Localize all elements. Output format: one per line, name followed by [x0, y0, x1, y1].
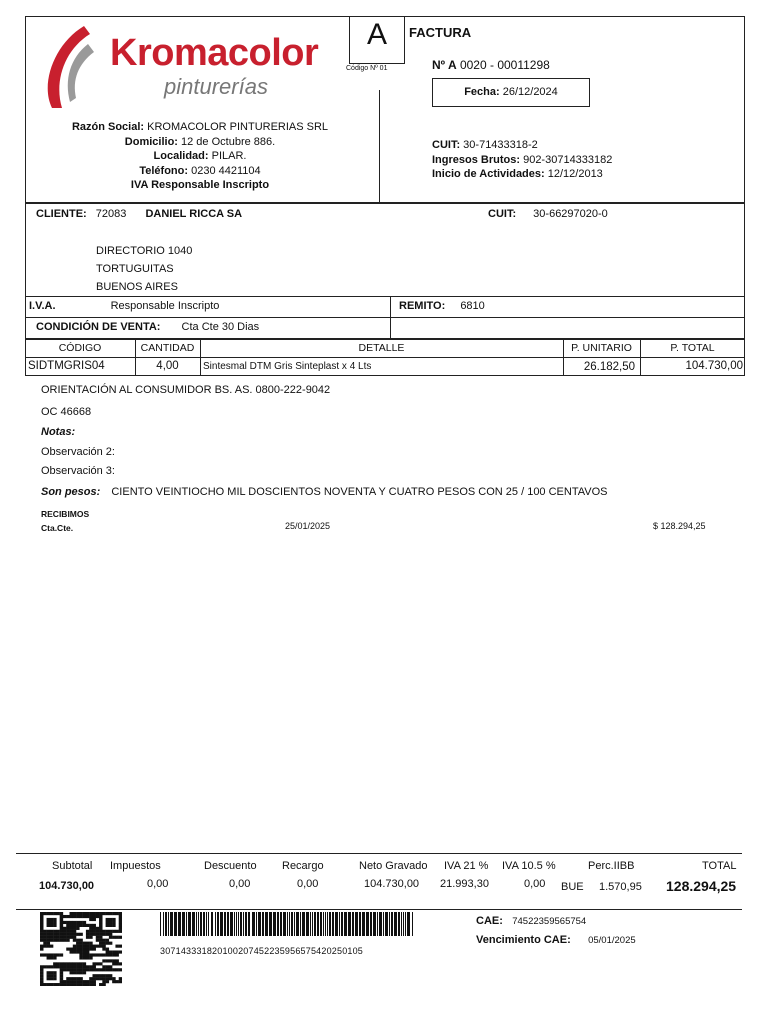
codigo-label: Código Nº 01 — [346, 65, 388, 72]
cliente-iva-label: I.V.A. — [29, 300, 56, 312]
logo-subtext: pinturerías — [164, 74, 268, 99]
obs2: Observación 2: — [41, 446, 115, 458]
row-unitario: 26.182,50 — [583, 361, 635, 373]
descuento-value: 0,00 — [229, 878, 251, 890]
ctacte: Cta.Cte. — [41, 523, 74, 533]
condicion-value: Cta Cte 30 Dias — [181, 321, 260, 333]
iibb-label: Ingresos Brutos: — [432, 153, 521, 166]
cliente-code: 72083 — [95, 208, 127, 220]
inicio-label: Inicio de Actividades: — [432, 168, 545, 180]
address-line-3: BUENOS AIRES — [96, 281, 178, 293]
row-cantidad: 4,00 — [156, 360, 179, 372]
logo-text: Kromacolor — [110, 32, 319, 74]
perc-label: Perc.IIBB — [588, 860, 635, 872]
iva105-value: 0,00 — [524, 878, 546, 890]
perc-value: 1.570,95 — [599, 881, 642, 893]
condicion-label: CONDICIÓN DE VENTA: — [36, 321, 161, 333]
orientacion: ORIENTACIÓN AL CONSUMIDOR BS. AS. 0800-222-9042 — [41, 384, 331, 396]
company-info — [40, 120, 360, 193]
th-detalle: DETALLE — [358, 342, 405, 354]
barcode-icon — [160, 912, 414, 936]
header-divider — [379, 90, 380, 203]
th-cantidad: CANTIDAD — [140, 342, 195, 354]
items-header-divider — [25, 357, 745, 358]
cliente-address — [96, 242, 192, 296]
oc-number: OC 46668 — [41, 406, 92, 418]
vencimiento-cae — [476, 932, 636, 946]
company-cuit-label: CUIT: — [432, 139, 461, 151]
subtotal-value: 104.730,00 — [39, 880, 95, 892]
recibimos: RECIBIMOS — [41, 509, 90, 519]
cliente-cuit-value: 30-66297020-0 — [533, 208, 608, 220]
total-value: 128.294,25 — [666, 878, 737, 894]
remito-label: REMITO: — [399, 300, 446, 312]
barcode — [160, 912, 414, 936]
son-pesos — [41, 486, 608, 498]
cliente-name: DANIEL RICCA SA — [145, 208, 243, 220]
iibb-value: 902-30714333182 — [523, 153, 613, 166]
razon-label: Razón Social: — [71, 121, 145, 133]
vencimiento-fecha: 25/01/2025 — [285, 521, 331, 531]
qr-code-icon — [40, 912, 122, 986]
row-detalle: Sintesmal DTM Gris Sinteplast x 4 Lts — [203, 361, 372, 372]
iva21-value: 21.993,30 — [440, 878, 489, 890]
remito-value: 6810 — [460, 300, 485, 312]
qr-code — [40, 912, 122, 986]
recargo-label: Recargo — [282, 860, 324, 872]
company-logo — [44, 24, 338, 110]
row-codigo: SIDTMGRIS04 — [28, 360, 105, 372]
invoice-number-label: Nº A — [432, 58, 457, 72]
totals-top-line — [16, 853, 742, 854]
client-divider-2 — [25, 317, 745, 318]
telefono-value: 0230 4421104 — [191, 164, 261, 177]
row-total: 104.730,00 — [685, 360, 743, 372]
cae-label: CAE: — [476, 915, 503, 927]
localidad-value: PILAR. — [211, 150, 247, 162]
address-line-1: DIRECTORIO 1040 — [96, 245, 193, 257]
address-line-2: TORTUGUITAS — [96, 263, 174, 275]
inicio-value: 12/12/2013 — [547, 168, 603, 180]
recargo-value: 0,00 — [297, 878, 319, 890]
iva21-label: IVA 21 % — [444, 860, 489, 872]
totals-bottom-line — [16, 909, 742, 910]
impuestos-label: Impuestos — [110, 860, 161, 872]
cliente-iva-value: Responsable Inscripto — [110, 300, 220, 312]
razon-value: KROMACOLOR PINTURERIAS SRL — [147, 121, 329, 133]
invoice-number-value: 0020 - 00011298 — [459, 58, 550, 72]
cliente-cuit — [488, 208, 608, 220]
remito-row — [399, 300, 485, 312]
total-label: TOTAL — [702, 860, 737, 872]
domicilio-label: Domicilio: — [124, 135, 178, 148]
fecha-label: Fecha: — [464, 86, 500, 98]
telefono-label: Teléfono: — [139, 164, 189, 177]
son-pesos-value: CIENTO VEINTIOCHO MIL DOSCIENTOS NOVENTA Y CUATRO PESOS CON 25 / 100 CENTAVOS — [111, 486, 608, 498]
obs3: Observación 3: — [41, 465, 115, 477]
doc-type: FACTURA — [409, 25, 472, 40]
descuento-label: Descuento — [204, 860, 257, 872]
notas-label: Notas: — [41, 426, 76, 438]
invoice-number — [432, 58, 550, 72]
logo-swoosh-icon — [44, 24, 104, 110]
company-cuit-value: 30-71433318-2 — [463, 139, 538, 151]
fecha — [432, 86, 590, 98]
neto-label: Neto Gravado — [359, 860, 428, 872]
domicilio-value: 12 de Octubre 886. — [181, 135, 276, 148]
son-pesos-label: Son pesos: — [41, 486, 101, 498]
cliente-row — [36, 208, 242, 220]
cliente-cuit-label: CUIT: — [488, 208, 517, 220]
localidad-label: Localidad: — [153, 150, 209, 162]
client-divider-v — [390, 296, 391, 339]
subtotal-label: Subtotal — [52, 860, 93, 872]
cae — [476, 913, 586, 927]
iva-row — [29, 300, 219, 312]
iva-condition: IVA Responsable Inscripto — [130, 179, 270, 191]
th-codigo: CÓDIGO — [58, 342, 102, 354]
iva105-label: IVA 10.5 % — [502, 860, 556, 872]
venc-cae-label: Vencimiento CAE: — [476, 934, 571, 946]
th-unitario: P. UNITARIO — [571, 342, 632, 354]
invoice-letter: A — [366, 18, 387, 51]
cae-value: 74522359565754 — [512, 916, 587, 927]
impuestos-value: 0,00 — [147, 878, 169, 890]
perc-prov: BUE — [561, 881, 584, 893]
fecha-value: 26/12/2024 — [502, 86, 558, 98]
barcode-number: 30714333182010020745223595657542025010​5 — [160, 946, 364, 956]
cliente-label: CLIENTE: — [36, 208, 87, 220]
venc-cae-value: 05/01/2025 — [588, 935, 636, 946]
vencimiento-monto: $ 128.294,25 — [653, 521, 706, 531]
neto-value: 104.730,00 — [364, 878, 420, 890]
client-divider-1 — [25, 296, 745, 297]
condicion-row — [36, 321, 259, 333]
fiscal-info — [432, 138, 612, 182]
th-total: P. TOTAL — [670, 342, 715, 354]
